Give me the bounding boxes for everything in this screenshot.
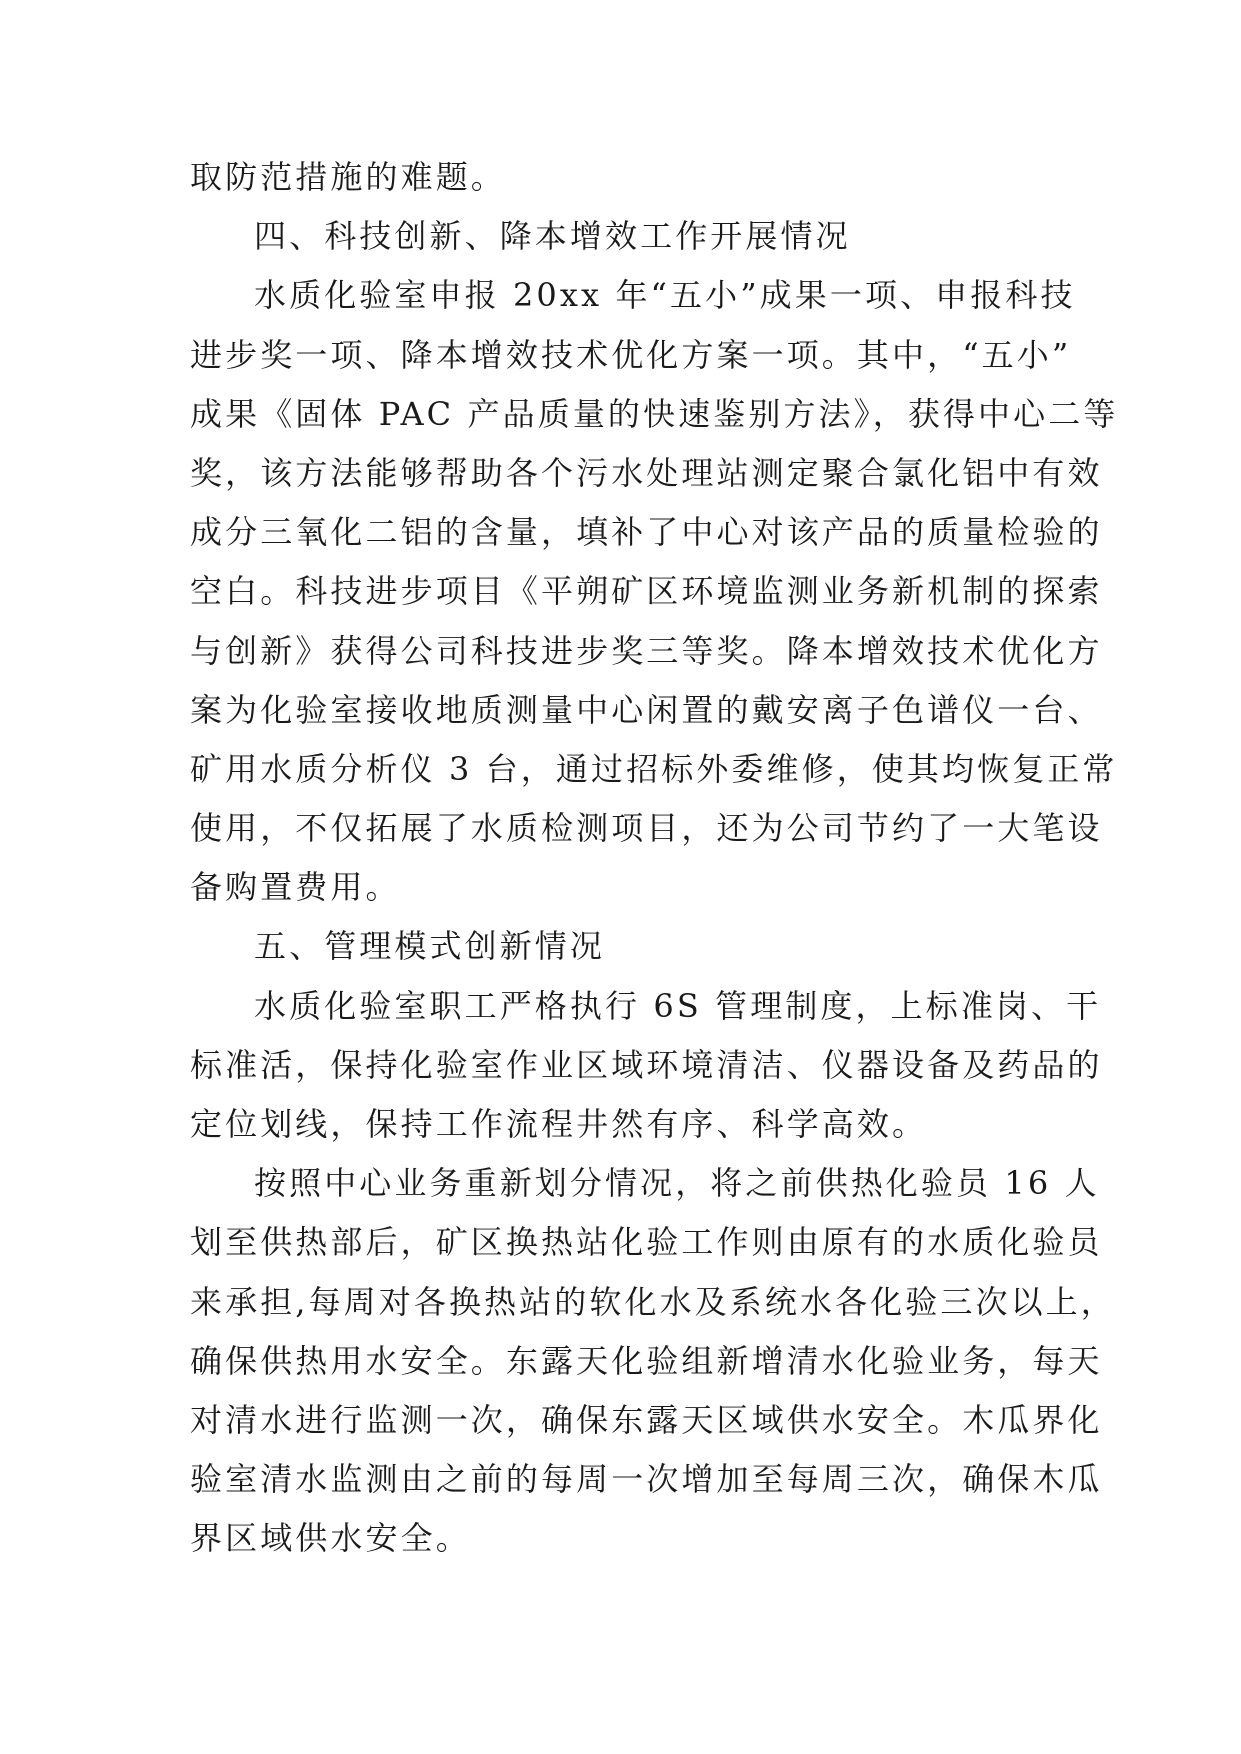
- text-line: 来承担,每周对各换热站的软化水及系统水各化验三次以上，: [190, 1282, 1116, 1321]
- section-heading: 四、科技创新、降本增效工作开展情况: [254, 217, 851, 256]
- text-line: 备购置费用。: [190, 868, 401, 907]
- text-line: 与创新》获得公司科技进步奖三等奖。降本增效技术优化方: [190, 631, 1103, 670]
- text-line: 案为化验室接收地质测量中心闲置的戴安离子色谱仪一台、: [190, 690, 1103, 729]
- document-body: [190, 148, 1119, 1569]
- text-line: 水质化验室职工严格执行 6S 管理制度，上标准岗、干: [254, 986, 1102, 1025]
- text-line: 使用，不仅拓展了水质检测项目，还为公司节约了一大笔设: [190, 809, 1103, 848]
- text-line: 奖，该方法能够帮助各个污水处理站测定聚合氯化铝中有效: [190, 453, 1103, 492]
- text-line: 验室清水监测由之前的每周一次增加至每周三次，确保木瓜: [190, 1460, 1103, 1499]
- text-line: 成分三氧化二铝的含量，填补了中心对该产品的质量检验的: [190, 513, 1103, 552]
- text-line: 成果《固体 PAC 产品质量的快速鉴别方法》，获得中心二等: [190, 394, 1119, 433]
- text-line: 划至供热部后，矿区换热站化验工作则由原有的水质化验员: [190, 1223, 1103, 1262]
- text-line: 界区域供水安全。: [190, 1519, 471, 1558]
- text-line: 空白。科技进步项目《平朔矿区环境监测业务新机制的探索: [190, 572, 1103, 611]
- text-line: 按照中心业务重新划分情况，将之前供热化验员 16 人: [254, 1164, 1100, 1203]
- text-line: 确保供热用水安全。东露天化验组新增清水化验业务，每天: [190, 1341, 1103, 1380]
- text-line: 定位划线，保持工作流程井然有序、科学高效。: [190, 1105, 928, 1143]
- text-line: 标准活，保持化验室作业区域环境清洁、仪器设备及药品的: [190, 1045, 1103, 1084]
- text-line: 进步奖一项、降本增效技术优化方案一项。其中，“五小”: [190, 335, 1072, 374]
- text-line: 取防范措施的难题。: [190, 158, 506, 196]
- text-line: 矿用水质分析仪 3 台，通过招标外委维修，使其均恢复正常: [190, 749, 1118, 788]
- text-line: 对清水进行监测一次，确保东露天区域供水安全。木瓜界化: [190, 1400, 1103, 1439]
- text-line: 水质化验室申报 20xx 年“五小”成果一项、申报科技: [254, 276, 1076, 315]
- section-heading: 五、管理模式创新情况: [254, 927, 606, 966]
